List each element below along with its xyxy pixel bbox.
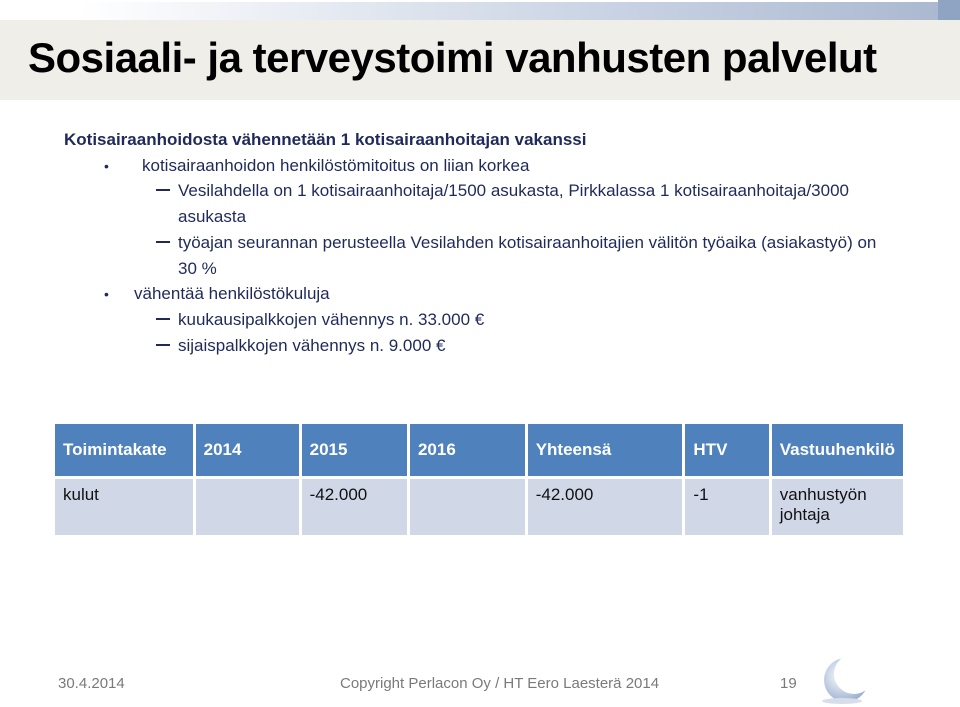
crescent-moon-logo-icon xyxy=(818,654,878,706)
cell-2015: -42.000 xyxy=(302,479,407,535)
sub-ratio-line2: asukasta xyxy=(178,207,247,226)
cell-vastuuhenkilo: vanhustyön johtaja xyxy=(772,479,903,535)
cell-2016 xyxy=(410,479,525,535)
sub-monthly-pay: kuukausipalkkojen vähennys n. 33.000 € xyxy=(178,310,485,329)
sub-worktime-line2: 30 % xyxy=(178,259,217,278)
header-yhteensa: Yhteensä xyxy=(528,424,683,476)
budget-table xyxy=(52,421,906,538)
header-2015: 2015 xyxy=(302,424,407,476)
section-heading: Kotisairaanhoidosta vähennetään 1 kotisairaanhoitajan vakanssi xyxy=(64,130,587,149)
footer-page-number: 19 xyxy=(780,675,797,692)
dash-marker xyxy=(156,241,170,243)
header-2014: 2014 xyxy=(196,424,299,476)
table-row xyxy=(55,479,903,535)
header-vastuuhenkilo: Vastuuhenkilö xyxy=(772,424,903,476)
bullet-staffing: kotisairaanhoidon henkilöstömitoitus on liian korkea xyxy=(142,156,530,175)
sub-ratio-line1: Vesilahdella on 1 kotisairaanhoitaja/1500 asukasta, Pirkkalassa 1 kotisairaanhoitaja/3000 xyxy=(178,181,849,200)
header-2016: 2016 xyxy=(410,424,525,476)
bullet-costs: vähentää henkilöstökuluja xyxy=(134,284,330,303)
top-gradient-strip xyxy=(80,2,960,20)
dash-marker xyxy=(156,318,170,320)
sub-substitute-pay: sijaispalkkojen vähennys n. 9.000 € xyxy=(178,336,446,355)
bullet-dot: • xyxy=(104,286,109,302)
dash-marker xyxy=(156,189,170,191)
table-header-row xyxy=(55,424,903,476)
cell-toimintakate: kulut xyxy=(55,479,193,535)
header-toimintakate: Toimintakate xyxy=(55,424,193,476)
cell-htv: -1 xyxy=(685,479,768,535)
footer-copyright: Copyright Perlacon Oy / HT Eero Laesterä 2014 xyxy=(340,675,660,692)
top-corner-block xyxy=(938,0,960,20)
dash-marker xyxy=(156,344,170,346)
slide-title: Sosiaali- ja terveystoimi vanhusten palvelut xyxy=(28,34,877,81)
cell-yhteensa: -42.000 xyxy=(528,479,683,535)
header-htv: HTV xyxy=(685,424,768,476)
sub-worktime-line1: työajan seurannan perusteella Vesilahden kotisairaanhoitajien välitön työaika (asiakastyö) on xyxy=(178,233,877,252)
bullet-dot: • xyxy=(104,158,109,174)
footer-date: 30.4.2014 xyxy=(58,675,125,692)
cell-2014 xyxy=(196,479,299,535)
